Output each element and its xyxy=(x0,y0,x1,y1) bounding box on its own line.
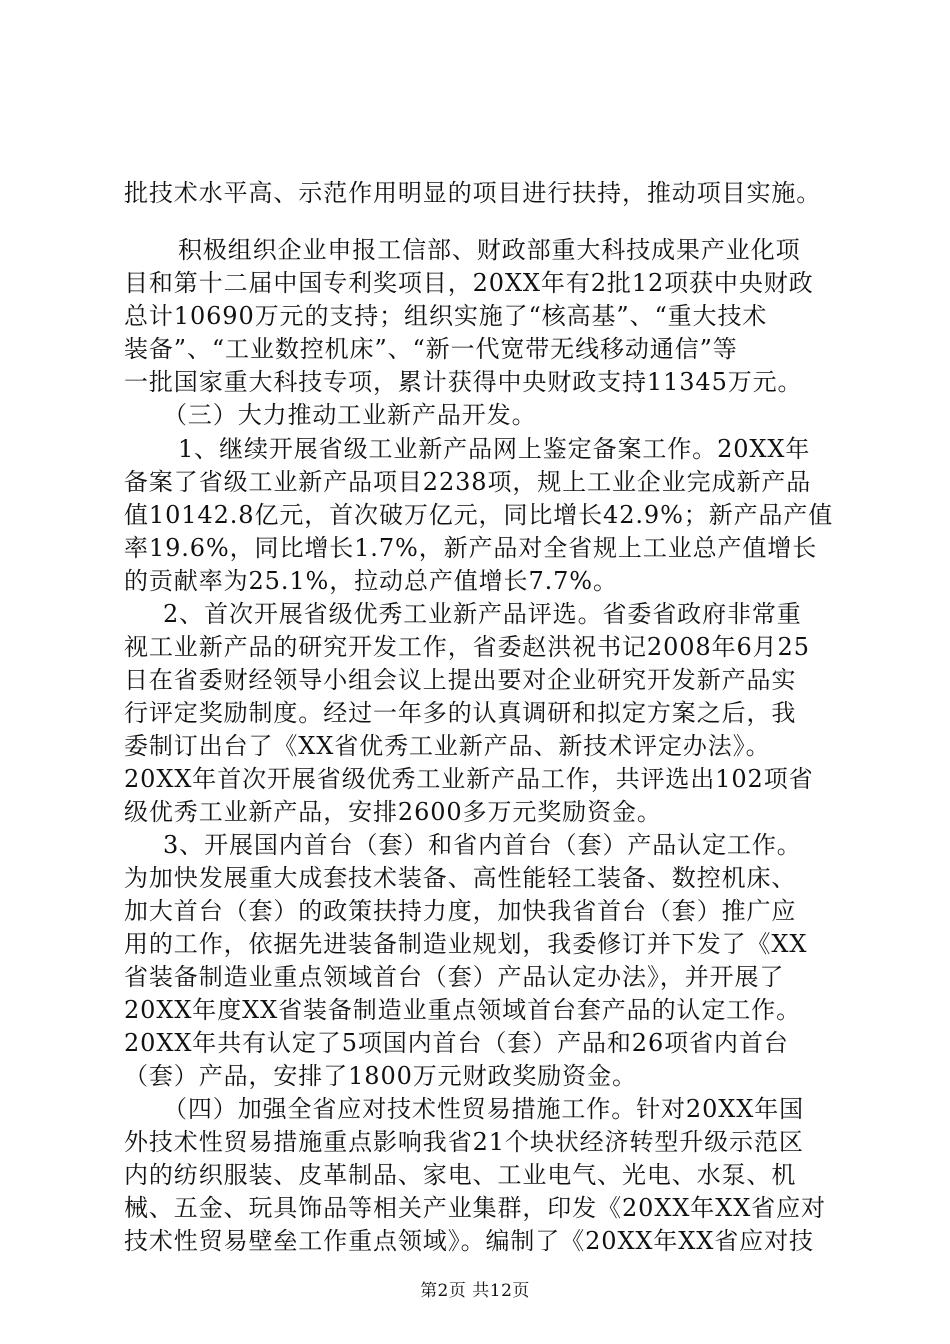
text-line-32: 技术性贸易壁垒工作重点领域》。编制了《20XX年XX省应对技 xyxy=(124,1227,814,1255)
text-line-15: 日在省委财经领导小组会议上提出要对企业研究开发新产品实 xyxy=(124,666,797,694)
text-line-31: 械、五金、玩具饰品等相关产业集群，印发《20XX年XX省应对 xyxy=(124,1194,826,1222)
text-line-13: 2、首次开展省级优秀工业新产品评选。省委省政府非常重 xyxy=(163,600,802,628)
text-line-14: 视工业新产品的研究开发工作，省委赵洪祝书记2008年6月25 xyxy=(124,633,810,661)
text-line-30: 内的纺织服装、皮革制品、家电、工业电气、光电、水泵、机 xyxy=(124,1161,797,1189)
text-line-20: 3、开展国内首台（套）和省内首台（套）产品认定工作。 xyxy=(163,831,802,859)
text-line-21: 为加快发展重大成套技术装备、高性能轻工装备、数控机床、 xyxy=(124,864,797,892)
text-line-1: 批技术水平高、示范作用明显的项目进行扶持，推动项目实施。 xyxy=(124,179,822,207)
text-line-2: 积极组织企业申报工信部、财政部重大科技成果产业化项 xyxy=(178,236,801,264)
text-line-26: 20XX年共有认定了5项国内首台（套）产品和26项省内首台 xyxy=(124,1029,789,1057)
text-line-5: 装备”、“工业数控机床”、“新一代宽带无线移动通信”等 xyxy=(124,335,738,363)
text-line-18: 20XX年首次开展省级优秀工业新产品工作，共评选出102项省 xyxy=(124,765,814,793)
text-line-17: 委制订出台了《XX省优秀工业新产品、新技术评定办法》。 xyxy=(124,732,771,760)
text-line-24: 省装备制造业重点领域首台（套）产品认定办法》，并开展了 xyxy=(124,963,785,991)
text-line-23: 用的工作，依据先进装备制造业规划，我委修订并下发了《XX xyxy=(124,930,808,958)
page-footer: 第2页 共12页 xyxy=(420,1281,530,1301)
text-line-9: 备案了省级工业新产品项目2238项，规上工业企业完成新产品 xyxy=(124,468,812,496)
text-line-19: 级优秀工业新产品，安排2600多万元奖励资金。 xyxy=(124,798,662,826)
text-line-25: 20XX年度XX省装备制造业重点领域首台套产品的认定工作。 xyxy=(124,996,801,1024)
text-line-3: 目和第十二届中国专利奖项目，20XX年有2批12项获中央财政 xyxy=(124,269,814,297)
text-line-27: （套）产品，安排了1800万元财政奖励资金。 xyxy=(124,1062,637,1090)
text-line-16: 行评定奖励制度。经过一年多的认真调研和拟定方案之后，我 xyxy=(124,699,797,727)
text-line-4: 总计10690万元的支持；组织实施了“核高基”、“重大技术 xyxy=(124,302,768,330)
text-line-29: 外技术性贸易措施重点影响我省21个块状经济转型升级示范区 xyxy=(124,1128,804,1156)
section-heading-3: （三）大力推动工业新产品开发。 xyxy=(163,401,537,429)
section-heading-4: （四）加强全省应对技术性贸易措施工作。针对20XX年国 xyxy=(163,1095,805,1123)
text-line-10: 值10142.8亿元，首次破万亿元，同比增长42.9%；新产品产值 xyxy=(124,501,834,529)
text-line-12: 的贡献率为25.1%，拉动总产值增长7.7%。 xyxy=(124,567,618,595)
text-line-8: 1、继续开展省级工业新产品网上鉴定备案工作。20XX年 xyxy=(178,435,811,463)
text-line-6: 一批国家重大科技专项，累计获得中央财政支持11345万元。 xyxy=(124,368,803,396)
text-line-11: 率19.6%，同比增长1.7%，新产品对全省规上工业总产值增长 xyxy=(124,534,818,562)
text-line-22: 加大首台（套）的政策扶持力度，加快我省首台（套）推广应 xyxy=(124,897,797,925)
